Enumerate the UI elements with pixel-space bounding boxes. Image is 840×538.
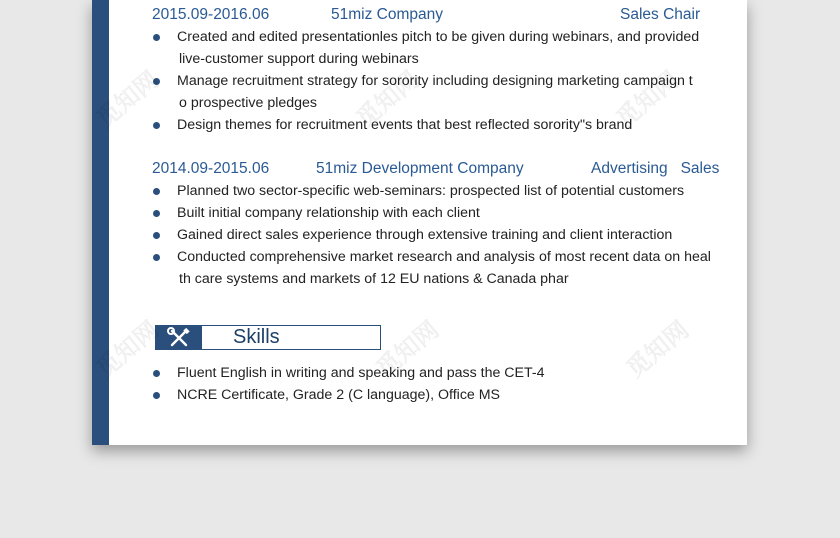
job-1-bullets [92,26,747,136]
bullet-icon [153,254,160,261]
bullet-icon [153,188,160,195]
bullet-icon [153,210,160,217]
skills-icon-box [156,326,202,349]
job-date: 2015.09-2016.06 [152,6,270,23]
list-item: Created and edited presentationles pitch to be given during webinars, and provided live-customer support during webinars [92,26,723,70]
bullet-icon [153,370,160,377]
job-title: Sales Chair [620,6,701,23]
job-date: 2014.09-2015.06 [152,160,270,177]
list-item: Planned two sector-specific web-seminars: prospected list of potential customers [92,180,723,202]
skills-section-header [155,325,381,350]
tools-icon [156,326,202,349]
list-item: Fluent English in writing and speaking and pass the CET-4 [92,362,723,384]
resume-page [92,0,747,445]
list-item: Conducted comprehensive market research and analysis of most recent data on heal th care systems and markets of 12 EU nations & Canada phar [92,246,723,290]
skills-list [92,362,747,406]
job-2-bullets [92,180,747,290]
bullet-icon [153,78,160,85]
skills-heading: Skills [233,326,280,348]
bullet-icon [153,392,160,399]
bullet-icon [153,122,160,129]
bullet-icon [153,34,160,41]
job-company: 51miz Development Company [316,160,524,177]
list-item: Built initial company relationship with each client [92,202,723,224]
job-company: 51miz Company [331,6,443,23]
job-title: Advertising Sales [591,160,720,177]
job-header-2 [92,160,747,180]
list-item: Gained direct sales experience through extensive training and client interaction [92,224,723,246]
bullet-icon [153,232,160,239]
job-header-1 [92,6,747,26]
list-item: Manage recruitment strategy for sorority including designing marketing campaign t o prospective pledges [92,70,723,114]
list-item: NCRE Certificate, Grade 2 (C language), Office MS [92,384,723,406]
list-item: Design themes for recruitment events that best reflected sorority"s brand [92,114,723,136]
